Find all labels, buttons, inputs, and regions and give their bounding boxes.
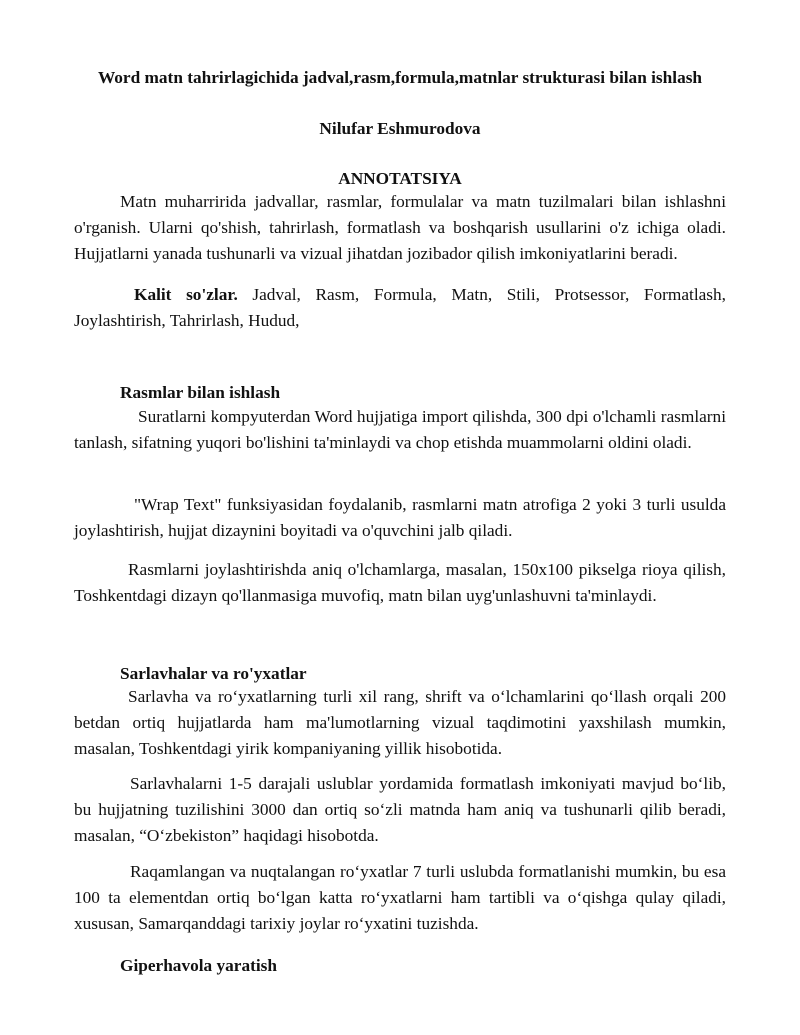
images-paragraph-3: Rasmlarni joylashtirishda aniq o'lchamlarga, masalan, 150x100 pikselga rioya qilish, Toshkentdagi dizayn qo'llanmasiga muvofiq, matn bilan uyg'unlashuvni ta'minlaydi. <box>74 560 726 605</box>
annotation-paragraph: Matn muharririda jadvallar, rasmlar, formulalar va matn tuzilmalari bilan ishlashni o'rganish. Ularni qo'shish, tahrirlash, formatlash va boshqarish usullarini o'z ichiga oladi. Hujjatlarni yanada tushunarli va vizual jihatdan jozibador qilish imkoniyatlarini beradi. <box>74 192 726 263</box>
images-paragraph-1: Suratlarni kompyuterdan Word hujjatiga import qilishda, 300 dpi o'lchamli rasmlarni tanlash, sifatning yuqori bo'lishini ta'minlaydi va chop etishda muammolarni oldini oladi. <box>74 407 726 452</box>
headings-paragraph-3: Raqamlangan va nuqtalangan ro‘yxatlar 7 turli uslubda formatlanishi mumkin, bu esa 100 ta elementdan ortiq bo‘lgan katta ro‘yxatlarni ham tartibli va o‘qishga qulay qiladi, xususan, Samarqanddagi tarixiy joylar ro‘yxatini tuzishda. <box>74 862 726 933</box>
paper-title: Word matn tahrirlagichida jadval,rasm,formula,matnlar strukturasi bilan ishlash <box>97 68 703 87</box>
annotation-heading: ANNOTATSIYA <box>338 169 462 188</box>
images-paragraph-2: "Wrap Text" funksiyasidan foydalanib, rasmlarni matn atrofiga 2 yoki 3 turli usulda joylashtirish, hujjat dizaynini boyitadi va o'quvchini jalb qiladi. <box>74 495 726 540</box>
keywords-label: Kalit so'zlar. <box>134 285 238 304</box>
headings-paragraph-1: Sarlavha va ro‘yxatlarning turli xil rang, shrift va o‘lchamlarini qo‘llash orqali 200 betdan ortiq hujjatlarda ham ma'lumotlarning vizual taqdimotini yaxshilash mumkin, masalan, Toshkentdagi yirik kompaniyaning yillik hisobotida. <box>74 687 726 758</box>
section-heading-headings-lists: Sarlavhalar va ro'yxatlar <box>120 664 307 683</box>
headings-paragraph-2: Sarlavhalarni 1-5 darajali uslublar yordamida formatlash imkoniyati mavjud bo‘lib, bu hujjatning tuzilishini 3000 dan ortiq so‘zli matnda ham aniq va tushunarli qilib beradi, masalan, “O‘zbekiston” haqidagi hisobotda. <box>74 774 726 845</box>
keywords-list: Jadval, Rasm, Formula, Matn, Stili, Protsessor, Formatlash, Joylashtirish, Tahrirlash, Hudud, <box>74 285 726 330</box>
section-heading-images: Rasmlar bilan ishlash <box>120 383 281 402</box>
author-name: Nilufar Eshmurodova <box>319 119 481 138</box>
keywords-paragraph <box>74 282 726 334</box>
section-heading-hyperlink: Giperhavola yaratish <box>120 956 277 975</box>
